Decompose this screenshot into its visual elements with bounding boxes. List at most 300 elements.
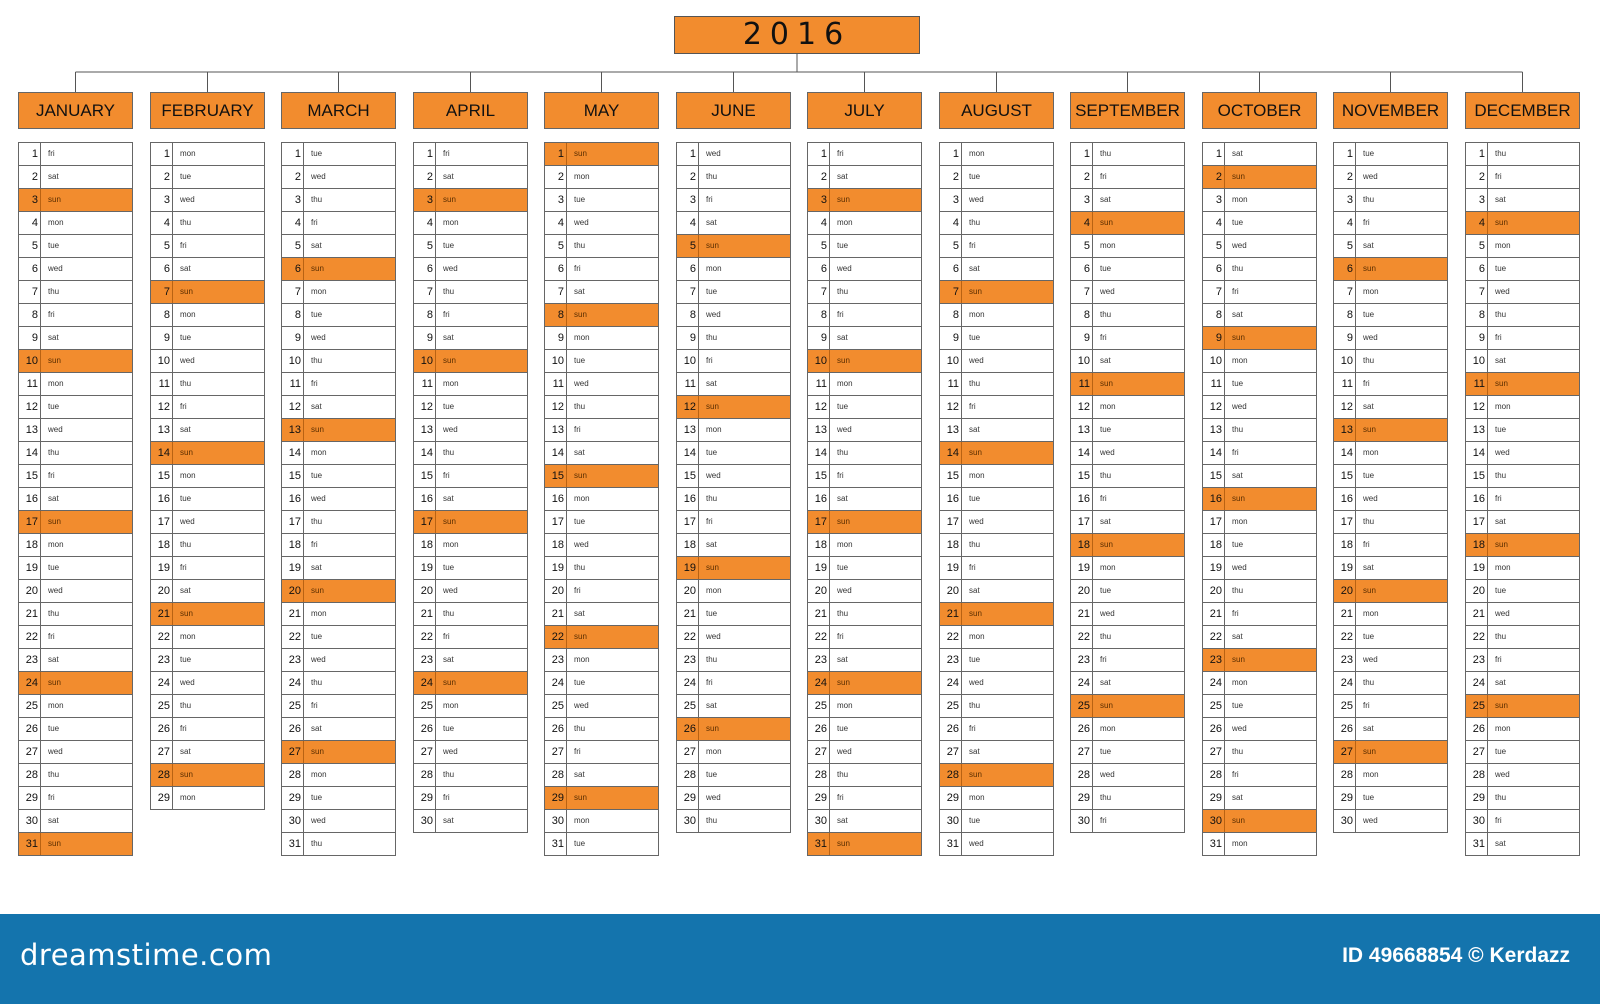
day-row xyxy=(19,580,132,603)
weekday-label: mon xyxy=(574,172,590,181)
day-row xyxy=(940,787,1053,810)
weekday-label: tue xyxy=(1100,425,1112,434)
day-number: 3 xyxy=(677,189,699,211)
day-row xyxy=(414,304,527,327)
day-number: 9 xyxy=(151,327,173,349)
weekday-label: tue xyxy=(48,724,60,733)
weekday-label: fri xyxy=(48,471,55,480)
day-number: 31 xyxy=(940,833,962,855)
weekday-label: thu xyxy=(1495,149,1507,158)
sunday-row xyxy=(677,557,790,580)
day-row xyxy=(808,442,921,465)
weekday-label: sat xyxy=(443,816,454,825)
day-number: 31 xyxy=(282,833,304,855)
day-number: 16 xyxy=(545,488,567,510)
day-row xyxy=(545,580,658,603)
day-number: 3 xyxy=(414,189,436,211)
sunday-row xyxy=(940,442,1053,465)
day-number: 9 xyxy=(1203,327,1225,349)
day-row xyxy=(151,189,264,212)
weekday-label: wed xyxy=(443,425,458,434)
weekday-label: tue xyxy=(837,563,849,572)
day-number: 25 xyxy=(414,695,436,717)
day-number: 6 xyxy=(151,258,173,280)
weekday-label: fri xyxy=(1363,540,1370,549)
day-row xyxy=(19,741,132,764)
weekday-label: sat xyxy=(311,724,322,733)
weekday-label: wed xyxy=(706,149,721,158)
day-number: 26 xyxy=(151,718,173,740)
day-row xyxy=(1203,580,1316,603)
day-row xyxy=(414,787,527,810)
weekday-label: thu xyxy=(574,241,586,250)
day-row xyxy=(545,350,658,373)
day-number: 27 xyxy=(282,741,304,763)
day-row xyxy=(1071,488,1184,511)
day-number: 2 xyxy=(1203,166,1225,188)
weekday-label: tue xyxy=(706,448,718,457)
day-row xyxy=(414,534,527,557)
day-row xyxy=(1071,626,1184,649)
weekday-label: wed xyxy=(1363,172,1378,181)
day-number: 29 xyxy=(19,787,41,809)
day-number: 19 xyxy=(545,557,567,579)
day-list xyxy=(1202,142,1317,856)
weekday-label: tue xyxy=(1495,747,1507,756)
day-row xyxy=(1071,189,1184,212)
weekday-label: tue xyxy=(1495,264,1507,273)
day-number: 27 xyxy=(1334,741,1356,763)
weekday-label: sat xyxy=(180,425,191,434)
day-number: 23 xyxy=(1466,649,1488,671)
day-number: 26 xyxy=(19,718,41,740)
footer-bar xyxy=(0,914,1600,1004)
weekday-label: sun xyxy=(837,517,850,526)
weekday-label: mon xyxy=(443,701,459,710)
day-number: 23 xyxy=(414,649,436,671)
day-row xyxy=(282,649,395,672)
day-row xyxy=(414,695,527,718)
day-number: 29 xyxy=(282,787,304,809)
weekday-label: thu xyxy=(1495,632,1507,641)
day-number: 3 xyxy=(1334,189,1356,211)
day-row xyxy=(808,557,921,580)
weekday-label: sat xyxy=(837,655,848,664)
weekday-label: fri xyxy=(443,310,450,319)
weekday-label: thu xyxy=(574,402,586,411)
weekday-label: sat xyxy=(1363,241,1374,250)
day-row xyxy=(1466,419,1579,442)
weekday-label: fri xyxy=(48,310,55,319)
weekday-label: wed xyxy=(706,632,721,641)
day-number: 5 xyxy=(545,235,567,257)
weekday-label: mon xyxy=(1100,563,1116,572)
day-number: 27 xyxy=(19,741,41,763)
weekday-label: wed xyxy=(706,471,721,480)
weekday-label: wed xyxy=(1232,241,1247,250)
day-number: 25 xyxy=(282,695,304,717)
weekday-label: sat xyxy=(1100,678,1111,687)
day-number: 1 xyxy=(414,143,436,165)
weekday-label: thu xyxy=(706,655,718,664)
weekday-label: fri xyxy=(1363,379,1370,388)
day-row xyxy=(282,235,395,258)
sunday-row xyxy=(151,281,264,304)
day-row xyxy=(19,327,132,350)
day-row xyxy=(677,511,790,534)
day-row xyxy=(1071,810,1184,833)
weekday-label: thu xyxy=(969,540,981,549)
weekday-label: mon xyxy=(311,609,327,618)
weekday-label: thu xyxy=(180,701,192,710)
weekday-label: mon xyxy=(706,264,722,273)
day-row xyxy=(19,396,132,419)
weekday-label: tue xyxy=(1363,793,1375,802)
day-row xyxy=(282,166,395,189)
weekday-label: fri xyxy=(1232,448,1239,457)
day-number: 5 xyxy=(151,235,173,257)
weekday-label: sat xyxy=(1232,471,1243,480)
weekday-label: fri xyxy=(706,356,713,365)
day-number: 8 xyxy=(1466,304,1488,326)
day-number: 7 xyxy=(1203,281,1225,303)
day-number: 3 xyxy=(940,189,962,211)
day-number: 22 xyxy=(808,626,830,648)
day-row xyxy=(677,810,790,833)
day-number: 3 xyxy=(1203,189,1225,211)
day-row xyxy=(19,626,132,649)
day-number: 25 xyxy=(940,695,962,717)
weekday-label: tue xyxy=(1232,540,1244,549)
day-number: 14 xyxy=(282,442,304,464)
weekday-label: tue xyxy=(48,241,60,250)
day-number: 7 xyxy=(1334,281,1356,303)
day-row xyxy=(1466,350,1579,373)
weekday-label: tue xyxy=(574,678,586,687)
weekday-label: fri xyxy=(311,540,318,549)
weekday-label: sat xyxy=(837,172,848,181)
day-row xyxy=(808,810,921,833)
weekday-label: mon xyxy=(180,632,196,641)
day-number: 21 xyxy=(545,603,567,625)
weekday-label: fri xyxy=(48,793,55,802)
weekday-label: thu xyxy=(1495,310,1507,319)
weekday-label: fri xyxy=(311,379,318,388)
day-row xyxy=(940,189,1053,212)
day-row xyxy=(677,304,790,327)
day-number: 8 xyxy=(414,304,436,326)
day-number: 6 xyxy=(282,258,304,280)
weekday-label: mon xyxy=(969,793,985,802)
day-number: 9 xyxy=(545,327,567,349)
day-number: 29 xyxy=(151,787,173,809)
day-number: 31 xyxy=(1466,833,1488,855)
weekday-label: tue xyxy=(969,655,981,664)
day-number: 13 xyxy=(1334,419,1356,441)
day-number: 18 xyxy=(414,534,436,556)
weekday-label: wed xyxy=(48,264,63,273)
day-number: 10 xyxy=(808,350,830,372)
weekday-label: sun xyxy=(969,609,982,618)
weekday-label: fri xyxy=(969,241,976,250)
weekday-label: tue xyxy=(48,563,60,572)
weekday-label: thu xyxy=(48,448,60,457)
weekday-label: thu xyxy=(311,678,323,687)
weekday-label: wed xyxy=(1495,770,1510,779)
day-row xyxy=(282,327,395,350)
day-row xyxy=(19,787,132,810)
weekday-label: thu xyxy=(48,609,60,618)
day-row xyxy=(1466,787,1579,810)
weekday-label: tue xyxy=(837,402,849,411)
day-number: 4 xyxy=(677,212,699,234)
year-title: 2016 xyxy=(674,16,920,54)
weekday-label: sat xyxy=(180,747,191,756)
day-number: 17 xyxy=(19,511,41,533)
month-header: AUGUST xyxy=(939,92,1054,129)
weekday-label: sat xyxy=(706,218,717,227)
weekday-label: tue xyxy=(443,563,455,572)
sunday-row xyxy=(282,419,395,442)
weekday-label: wed xyxy=(180,678,195,687)
day-number: 10 xyxy=(1334,350,1356,372)
day-row xyxy=(151,741,264,764)
weekday-label: mon xyxy=(706,586,722,595)
sunday-row xyxy=(1071,534,1184,557)
day-row xyxy=(808,327,921,350)
day-number: 13 xyxy=(1466,419,1488,441)
weekday-label: thu xyxy=(1100,793,1112,802)
weekday-label: wed xyxy=(1232,724,1247,733)
day-number: 1 xyxy=(677,143,699,165)
day-row xyxy=(414,580,527,603)
day-number: 11 xyxy=(414,373,436,395)
day-number: 29 xyxy=(677,787,699,809)
sunday-row xyxy=(1203,488,1316,511)
day-row xyxy=(1334,350,1447,373)
weekday-label: wed xyxy=(706,310,721,319)
day-row xyxy=(1071,603,1184,626)
day-row xyxy=(1071,442,1184,465)
weekday-label: wed xyxy=(1363,816,1378,825)
day-row xyxy=(545,419,658,442)
brand-logo[interactable]: dreamstime.com xyxy=(20,938,273,972)
weekday-label: mon xyxy=(837,218,853,227)
day-number: 24 xyxy=(940,672,962,694)
weekday-label: sat xyxy=(1363,724,1374,733)
day-number: 15 xyxy=(282,465,304,487)
weekday-label: tue xyxy=(969,494,981,503)
day-row xyxy=(282,350,395,373)
day-number: 19 xyxy=(1466,557,1488,579)
day-row xyxy=(282,143,395,166)
weekday-label: thu xyxy=(443,287,455,296)
day-row xyxy=(151,580,264,603)
month-november xyxy=(1333,92,1448,833)
weekday-label: tue xyxy=(443,241,455,250)
day-row xyxy=(151,373,264,396)
day-number: 26 xyxy=(1203,718,1225,740)
weekday-label: fri xyxy=(1100,655,1107,664)
weekday-label: fri xyxy=(706,517,713,526)
weekday-label: wed xyxy=(969,517,984,526)
day-number: 14 xyxy=(1203,442,1225,464)
day-row xyxy=(677,258,790,281)
day-row xyxy=(282,718,395,741)
day-row xyxy=(940,350,1053,373)
day-row xyxy=(1466,672,1579,695)
weekday-label: sat xyxy=(837,494,848,503)
day-row xyxy=(19,304,132,327)
day-row xyxy=(414,488,527,511)
day-number: 10 xyxy=(677,350,699,372)
day-number: 18 xyxy=(545,534,567,556)
day-row xyxy=(1466,603,1579,626)
weekday-label: tue xyxy=(180,655,192,664)
day-number: 26 xyxy=(282,718,304,740)
weekday-label: sun xyxy=(574,471,587,480)
day-number: 16 xyxy=(151,488,173,510)
day-number: 22 xyxy=(1466,626,1488,648)
day-number: 12 xyxy=(1071,396,1093,418)
weekday-label: thu xyxy=(48,287,60,296)
connector-lines xyxy=(0,0,1600,100)
day-row xyxy=(1203,603,1316,626)
weekday-label: tue xyxy=(574,517,586,526)
day-row xyxy=(1203,442,1316,465)
day-number: 1 xyxy=(19,143,41,165)
sunday-row xyxy=(1334,580,1447,603)
month-june xyxy=(676,92,791,833)
day-number: 21 xyxy=(940,603,962,625)
weekday-label: sat xyxy=(1495,839,1506,848)
day-number: 9 xyxy=(940,327,962,349)
day-number: 26 xyxy=(1334,718,1356,740)
weekday-label: wed xyxy=(706,793,721,802)
day-row xyxy=(1466,580,1579,603)
weekday-label: tue xyxy=(1363,310,1375,319)
day-row xyxy=(1334,373,1447,396)
weekday-label: tue xyxy=(311,310,323,319)
weekday-label: sat xyxy=(969,264,980,273)
day-row xyxy=(808,534,921,557)
day-row xyxy=(1203,373,1316,396)
day-row xyxy=(282,534,395,557)
day-number: 6 xyxy=(940,258,962,280)
day-number: 22 xyxy=(1071,626,1093,648)
day-number: 26 xyxy=(940,718,962,740)
day-row xyxy=(1334,488,1447,511)
day-number: 28 xyxy=(808,764,830,786)
weekday-label: thu xyxy=(180,540,192,549)
day-number: 26 xyxy=(677,718,699,740)
weekday-label: tue xyxy=(574,195,586,204)
day-number: 25 xyxy=(151,695,173,717)
weekday-label: thu xyxy=(969,218,981,227)
day-row xyxy=(808,764,921,787)
weekday-label: tue xyxy=(969,172,981,181)
day-row xyxy=(1071,419,1184,442)
day-number: 26 xyxy=(1071,718,1093,740)
day-number: 13 xyxy=(940,419,962,441)
day-row xyxy=(19,212,132,235)
weekday-label: sat xyxy=(969,425,980,434)
weekday-label: tue xyxy=(574,839,586,848)
day-row xyxy=(19,143,132,166)
day-number: 18 xyxy=(808,534,830,556)
day-number: 25 xyxy=(677,695,699,717)
day-list xyxy=(1070,142,1185,833)
day-number: 16 xyxy=(1466,488,1488,510)
day-row xyxy=(545,235,658,258)
day-row xyxy=(545,833,658,856)
weekday-label: mon xyxy=(574,655,590,664)
day-number: 25 xyxy=(1334,695,1356,717)
weekday-label: sun xyxy=(1100,379,1113,388)
weekday-label: tue xyxy=(574,356,586,365)
day-row xyxy=(282,189,395,212)
sunday-row xyxy=(1334,741,1447,764)
weekday-label: tue xyxy=(1495,586,1507,595)
day-row xyxy=(1203,235,1316,258)
day-number: 4 xyxy=(1334,212,1356,234)
day-number: 14 xyxy=(151,442,173,464)
day-row xyxy=(1466,626,1579,649)
day-number: 19 xyxy=(677,557,699,579)
weekday-label: mon xyxy=(574,494,590,503)
weekday-label: sat xyxy=(1232,310,1243,319)
day-number: 15 xyxy=(940,465,962,487)
day-row xyxy=(1203,258,1316,281)
sunday-row xyxy=(545,143,658,166)
weekday-label: sun xyxy=(1363,747,1376,756)
weekday-label: wed xyxy=(311,655,326,664)
weekday-label: tue xyxy=(1232,218,1244,227)
day-row xyxy=(545,373,658,396)
weekday-label: wed xyxy=(969,195,984,204)
weekday-label: sat xyxy=(1100,356,1111,365)
day-number: 10 xyxy=(1466,350,1488,372)
sunday-row xyxy=(19,833,132,856)
weekday-label: fri xyxy=(837,632,844,641)
day-row xyxy=(1203,695,1316,718)
day-number: 6 xyxy=(19,258,41,280)
day-row xyxy=(414,396,527,419)
day-number: 16 xyxy=(19,488,41,510)
day-number: 20 xyxy=(545,580,567,602)
day-row xyxy=(940,833,1053,856)
weekday-label: sat xyxy=(311,563,322,572)
weekday-label: sun xyxy=(443,517,456,526)
day-row xyxy=(1466,557,1579,580)
day-number: 16 xyxy=(414,488,436,510)
weekday-label: mon xyxy=(443,379,459,388)
weekday-label: mon xyxy=(1232,839,1248,848)
day-row xyxy=(414,281,527,304)
day-number: 10 xyxy=(1071,350,1093,372)
day-row xyxy=(151,534,264,557)
day-number: 25 xyxy=(1071,695,1093,717)
weekday-label: tue xyxy=(837,724,849,733)
day-row xyxy=(282,442,395,465)
weekday-label: thu xyxy=(1363,195,1375,204)
day-number: 5 xyxy=(1466,235,1488,257)
weekday-label: wed xyxy=(1232,563,1247,572)
weekday-label: mon xyxy=(1363,287,1379,296)
day-number: 1 xyxy=(1071,143,1093,165)
sunday-row xyxy=(808,833,921,856)
day-number: 19 xyxy=(940,557,962,579)
